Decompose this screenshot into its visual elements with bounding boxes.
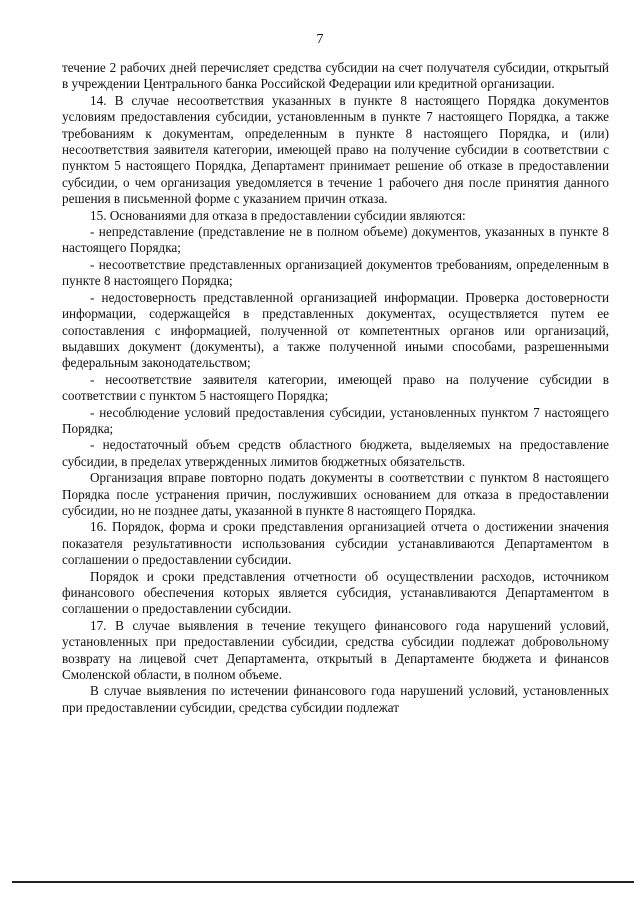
list-item-refusal-ground-5: - несоблюдение условий предоставления субсидии, установленных пунктом 7 настоящего Порядка; <box>62 404 609 436</box>
paragraph-reporting-procedure: Порядок и сроки представления отчетности об осуществлении расходов, источником финансового обеспечения которых является субсидия, устанавливаются Департаментом в соглашении о предоставлении субсидии. <box>62 568 609 617</box>
document-body <box>62 60 609 716</box>
paragraph-clause-15: 15. Основаниями для отказа в предоставлении субсидии являются: <box>90 207 466 223</box>
paragraph-clause-17: 17. В случае выявления в течение текущего финансового года нарушений условий, установленных при предоставлении субсидии, средства субсидии подлежат добровольному возврату на лицевой счет Департамента, открытый в Департаменте бюджета и финансов Смоленской области, в полном объеме. <box>62 617 609 683</box>
paragraph-resubmission: Организация вправе повторно подать документы в соответствии с пунктом 8 настоящего Порядка после устранения причин, послуживших основанием для отказа в предоставлении субсидии, но не позднее даты, указанной в пункте 8 настоящего Порядка. <box>62 470 609 518</box>
list-item-refusal-ground-2: - несоответствие представленных организацией документов требованиям, определенным в пункте 8 настоящего Порядка; <box>62 256 609 289</box>
page-number: 7 <box>316 32 324 47</box>
list-item-refusal-ground-6: - недостаточный объем средств областного бюджета, выделяемых на предоставление субсидии, в пределах утвержденных лимитов бюджетных обязательств. <box>62 437 609 469</box>
paragraph-clause-14: 14. В случае несоответствия указанных в пункте 8 настоящего Порядка документов условиям предоставления субсидии, установленным в пункте 7 настоящего Порядка, а также требованиям к документам, определенным в пункте 8 настоящего Порядка, и (или) несоответствия заявителя категории, имеющей право на получение субсидии в соответствии с пунктом 5 настоящего Порядка, Департамент принимает решение об отказе в предоставлении субсидии, о чем организация уведомляется в течение 1 рабочего дня после принятия данного решения в письменной форме с указанием причин отказа. <box>62 92 609 207</box>
list-item-refusal-ground-1: - непредставление (представление не в полном объеме) документов, указанных в пункте 8 настоящего Порядка; <box>62 224 609 256</box>
list-item-refusal-ground-3: - недостоверность представленной организацией информации. Проверка достоверности информации, содержащейся в представленных документах, осуществляется путем ее сопоставления с информацией, полученной от компетентных органов или организаций, выдавших документ (документы), а также полученной иными способами, разрешенными федеральным законодательством; <box>62 289 609 371</box>
paragraph-after-year-violations: В случае выявления по истечении финансового года нарушений условий, установленных при предоставлении субсидии, средства субсидии подлежат <box>62 683 609 715</box>
bottom-divider <box>12 881 634 883</box>
paragraph-continuation: течение 2 рабочих дней перечисляет средства субсидии на счет получателя субсидии, открытый в учреждении Центрального банка Российской Федерации или кредитной организации. <box>62 60 609 92</box>
paragraph-clause-16: 16. Порядок, форма и сроки представления организацией отчета о достижении значения показателя результативности использования субсидии устанавливаются Департаментом в соглашении о предоставлении субсидии. <box>62 519 609 568</box>
list-item-refusal-ground-4: - несоответствие заявителя категории, имеющей право на получение субсидии в соответствии с пунктом 5 настоящего Порядка; <box>62 371 609 404</box>
